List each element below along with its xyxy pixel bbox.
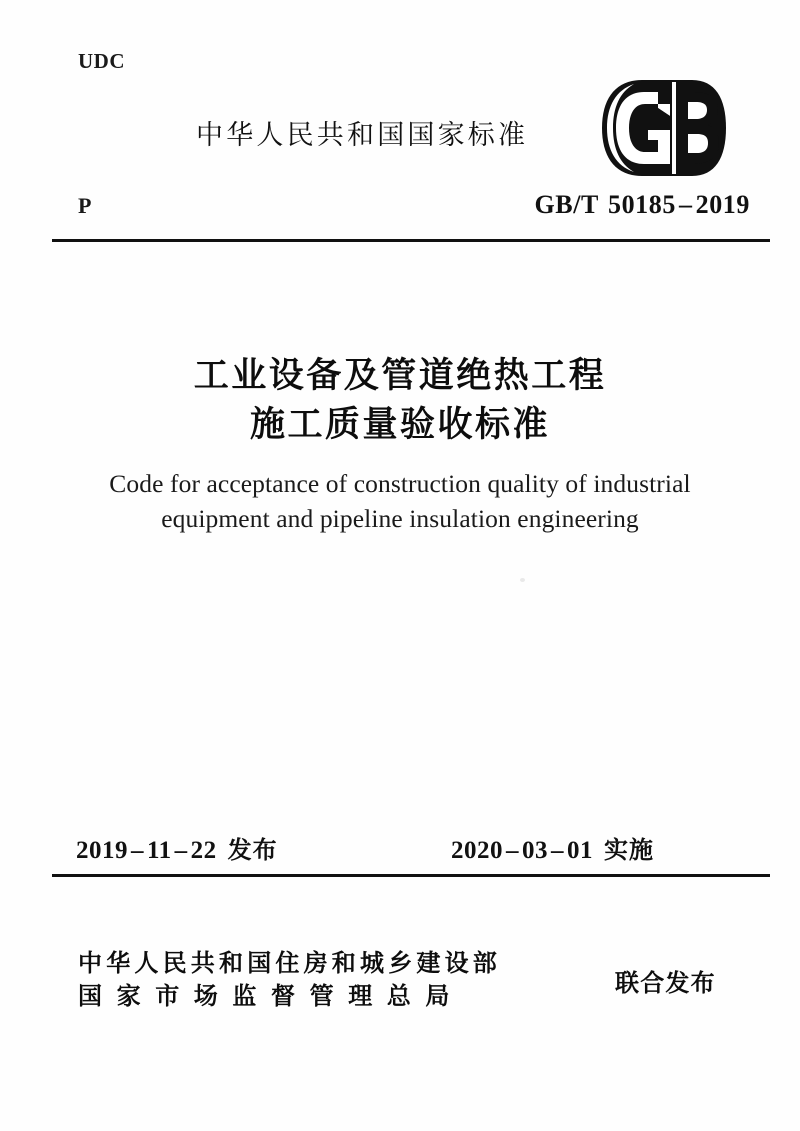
- title-cn-line-2: 施工质量验收标准: [249, 405, 550, 445]
- divider-bottom: [52, 874, 770, 877]
- effective-date-dash-2: –: [551, 837, 564, 864]
- effective-date: [451, 830, 654, 865]
- standard-number-year: 2019: [695, 190, 750, 219]
- gb-emblem-icon: [600, 78, 728, 178]
- standard-number-code: 50185: [607, 190, 676, 219]
- scan-artifact: [520, 578, 525, 582]
- document-title-cn: [0, 352, 800, 450]
- national-standard-header: 中华人民共和国国家标准: [196, 120, 529, 151]
- standard-number-prefix: GB/T: [534, 190, 599, 219]
- issue-date-day: 22: [190, 837, 217, 864]
- effective-date-year: 2020: [451, 837, 503, 864]
- issue-date-year: 2019: [76, 837, 128, 864]
- title-cn-line-1: 工业设备及管道绝热工程: [193, 356, 607, 396]
- effective-date-day: 01: [567, 837, 593, 864]
- title-en-line-1: Code for acceptance of construction quality of industrial: [109, 469, 691, 498]
- document-title-en: [0, 466, 800, 536]
- effective-date-dash-1: –: [506, 837, 519, 864]
- udc-label: UDC: [78, 49, 125, 73]
- standard-number-dash: –: [678, 190, 693, 219]
- issue-date-month: 11: [147, 837, 172, 864]
- divider-top: [52, 239, 770, 242]
- publisher-block: [78, 947, 590, 1013]
- publisher-line-1: 中华人民共和国住房和城乡建设部: [78, 949, 501, 977]
- issue-action-label: 发布: [227, 836, 278, 864]
- title-en-line-2: equipment and pipeline insulation engineering: [161, 504, 639, 533]
- classification-letter: P: [78, 193, 92, 218]
- dates-row: [52, 830, 770, 864]
- effective-action-label: 实施: [604, 836, 654, 864]
- issue-date-dash-2: –: [174, 837, 188, 864]
- issue-date-dash-1: –: [131, 837, 144, 864]
- standard-number: [534, 190, 750, 220]
- effective-date-month: 03: [522, 837, 548, 864]
- joint-release-label: 联合发布: [615, 969, 716, 997]
- publisher-line-2: 国家市场监督管理总局: [78, 982, 464, 1010]
- issue-date: [76, 830, 278, 865]
